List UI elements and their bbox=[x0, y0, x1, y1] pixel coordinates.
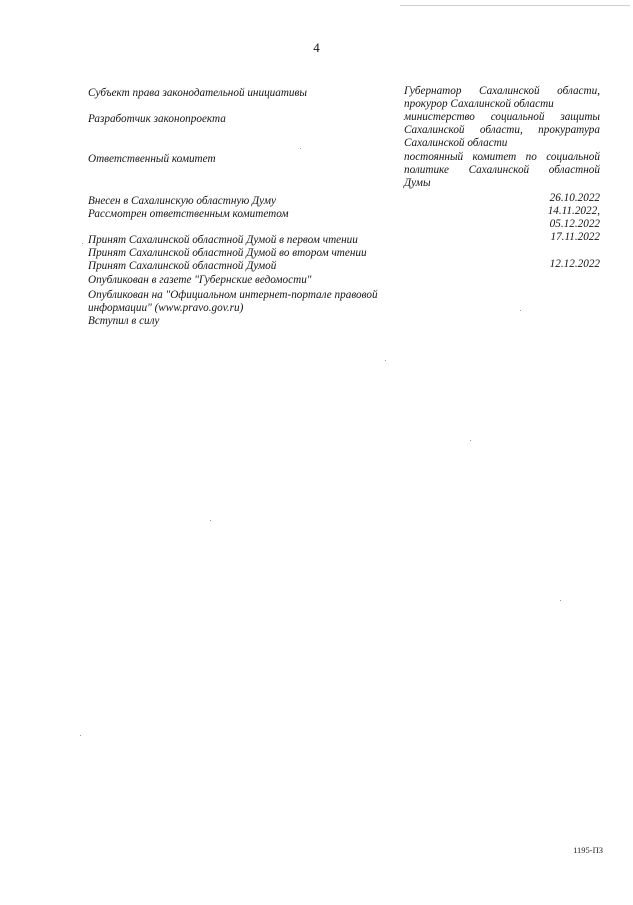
value-committee-line2: политике Сахалинской областной bbox=[404, 164, 600, 176]
value-developer-line1: министерство социальной защиты bbox=[404, 111, 600, 123]
scan-speck bbox=[80, 735, 81, 736]
label-published-portal-line2: информации" (www.pravo.gov.ru) bbox=[88, 302, 244, 314]
scan-speck bbox=[300, 148, 301, 149]
label-adopted: Принят Сахалинской областной Думой bbox=[88, 260, 277, 272]
label-reviewed: Рассмотрен ответственным комитетом bbox=[88, 208, 289, 220]
date-adopted: 12.12.2022 bbox=[549, 258, 600, 270]
scan-speck bbox=[470, 440, 471, 441]
value-committee-line1: постоянный комитет по социальной bbox=[404, 151, 600, 163]
label-second-reading: Принят Сахалинской областной Думой во втором чтении bbox=[88, 247, 367, 259]
scan-edge-line bbox=[400, 5, 630, 6]
label-first-reading: Принят Сахалинской областной Думой в первом чтении bbox=[88, 234, 358, 246]
label-developer: Разработчик законопроекта bbox=[88, 113, 226, 125]
label-in-force: Вступил в силу bbox=[88, 315, 160, 327]
label-committee: Ответственный комитет bbox=[88, 153, 216, 165]
label-published-newspaper: Опубликован в газете "Губернские ведомости" bbox=[88, 274, 312, 286]
label-subject: Субъект права законодательной инициативы bbox=[88, 87, 307, 99]
scan-speck bbox=[385, 360, 386, 361]
value-committee-line3: Думы bbox=[404, 177, 431, 189]
label-submitted: Внесен в Сахалинскую областную Думу bbox=[88, 195, 276, 207]
date-reviewed-1: 14.11.2022, bbox=[547, 205, 600, 217]
date-reviewed-2: 05.12.2022 bbox=[549, 218, 600, 230]
label-published-portal-line1: Опубликован на "Официальном интернет-портале правовой bbox=[88, 289, 378, 301]
scan-speck bbox=[210, 520, 211, 521]
date-submitted: 26.10.2022 bbox=[549, 192, 600, 204]
scan-speck bbox=[82, 243, 83, 244]
scan-speck bbox=[520, 310, 521, 311]
value-developer-line3: Сахалинской области bbox=[404, 137, 508, 149]
value-developer-line2: Сахалинской области, прокуратура bbox=[404, 124, 600, 136]
footer-code: 1195-ПЗ bbox=[573, 845, 603, 855]
date-first-reading: 17.11.2022 bbox=[550, 231, 600, 243]
value-subject-line1: Губернатор Сахалинской области, bbox=[404, 85, 600, 97]
value-subject-line2: прокурор Сахалинской области bbox=[404, 98, 554, 110]
scan-speck bbox=[560, 600, 561, 601]
page-number: 4 bbox=[313, 40, 320, 55]
